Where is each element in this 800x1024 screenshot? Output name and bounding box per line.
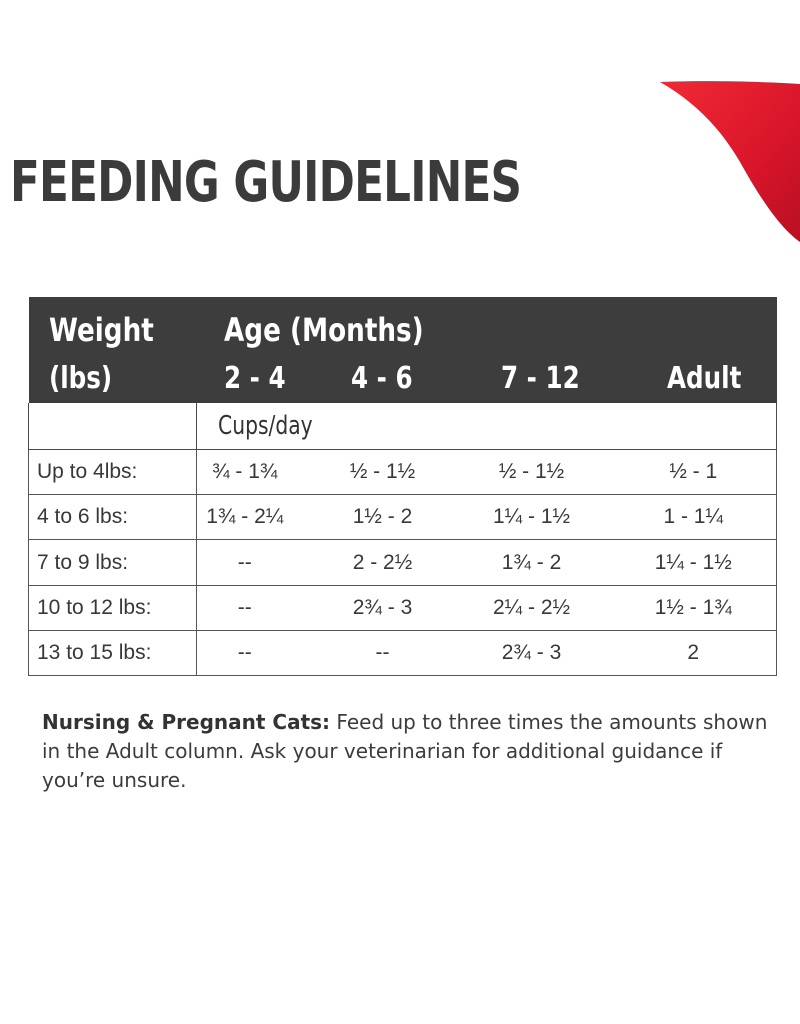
age-column-label: 2 - 4 [223,360,286,396]
nursing-note-text: Feed up to three times the amounts shown in the Adult column. Ask your veterinarian for additional guidance if you’re unsure. [42,710,768,792]
table-row [29,630,777,675]
value-cell: ¾ - 1¾ [197,450,315,495]
value-cell: 2 - 2½ [315,540,461,585]
age-column-label: 7 - 12 [500,360,580,396]
age-header [197,297,777,353]
table-row [29,495,777,540]
weight-unit-header [29,353,197,403]
table-subheader-row [29,353,777,403]
value-cell: -- [197,540,315,585]
value-cell: 1¾ - 2¼ [197,495,315,540]
age-column-header [315,353,461,403]
value-cell: -- [197,630,315,675]
nursing-note [42,708,782,795]
value-cell: -- [197,585,315,630]
value-cell: 2¾ - 3 [315,585,461,630]
value-cell: 1 - 1¼ [607,495,777,540]
age-header-label: Age (Months) [223,311,424,349]
nursing-note-heading: Nursing & Pregnant Cats: [42,710,331,734]
weight-header [29,297,197,353]
unit-label: Cups/day [218,411,313,442]
value-cell: 2¾ - 3 [461,630,607,675]
age-column-label: Adult [666,360,741,396]
weight-cell: 7 to 9 lbs: [29,540,197,585]
value-cell: -- [315,630,461,675]
unit-cell [197,403,777,450]
weight-cell: 10 to 12 lbs: [29,585,197,630]
table-header-row [29,297,777,353]
value-cell: 1¼ - 1½ [607,540,777,585]
value-cell: 1½ - 2 [315,495,461,540]
value-cell: ½ - 1½ [461,450,607,495]
table-row [29,450,777,495]
table-row [29,585,777,630]
value-cell: ½ - 1 [607,450,777,495]
red-swoosh-decoration [600,70,800,250]
unit-row [29,403,777,450]
weight-header-label: Weight [48,311,154,349]
unit-row-blank [29,403,197,450]
age-column-header [607,353,777,403]
value-cell: 1½ - 1¾ [607,585,777,630]
value-cell: 1¼ - 1½ [461,495,607,540]
age-column-label: 4 - 6 [350,360,413,396]
value-cell: ½ - 1½ [315,450,461,495]
weight-cell: 4 to 6 lbs: [29,495,197,540]
page-title: FEEDING GUIDELINES [10,150,522,215]
weight-cell: Up to 4lbs: [29,450,197,495]
table-row [29,540,777,585]
value-cell: 2¼ - 2½ [461,585,607,630]
value-cell: 2 [607,630,777,675]
age-column-header [461,353,607,403]
age-column-header [197,353,315,403]
weight-unit-label: (lbs) [48,360,112,396]
weight-cell: 13 to 15 lbs: [29,630,197,675]
feeding-guidelines-table [28,297,777,676]
value-cell: 1¾ - 2 [461,540,607,585]
